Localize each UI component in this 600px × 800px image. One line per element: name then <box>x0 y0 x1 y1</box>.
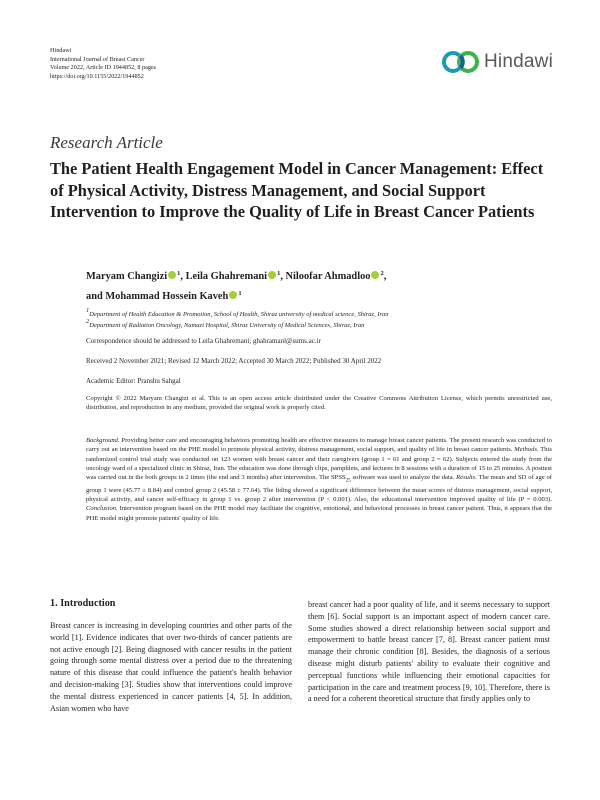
orcid-icon[interactable] <box>371 271 379 279</box>
intro-right-column: breast cancer had a poor quality of life, and it seems necessary to support them [6]. Social support is an important aspect of modern cancer care. Some studies showed a direct relationship between social support and empowerment to battle breast cancer [7, 8]. Breast cancer patient must manage their chronic condition [8]. Besides, the diagnosis of a serious disease might disturb patients' ability to evaluate their cognitive and perceptual functions while influencing their emotional capacities for participation in the care and treatment process [9, 10]. Therefore, there is a need for a coherent theoretical structure that firstly applies only to <box>308 600 550 704</box>
copyright-notice: Copyright © 2022 Maryam Changizi et al. This is an open access article distributed under the Creative Commons Attribution License, which permits unrestricted use, distribution, and reproduction in any medium, provided the original work is properly cited. <box>86 395 552 412</box>
affiliation-text: Department of Health Education & Promotion, School of Health, Shiraz university of medical science, Shiraz, Iran <box>89 311 389 318</box>
author-name[interactable]: and Mohammad Hossein Kaveh <box>86 291 229 302</box>
orcid-icon[interactable] <box>168 271 176 279</box>
author-name[interactable]: Maryam Changizi <box>86 271 168 282</box>
section-heading-introduction: 1. Introduction <box>50 598 116 609</box>
affiliation-text: Department of Radiation Oncology, Namazi Hospital, Shiraz University of Medical Sciences, Shiraz, Iran <box>89 322 365 329</box>
journal-name: International Journal of Breast Cancer <box>50 55 145 63</box>
hindawi-logo <box>440 48 555 76</box>
author-separator: , <box>180 271 186 282</box>
abstract-conclusion-label: Conclusion. <box>86 505 118 513</box>
affiliation-2 <box>86 317 556 331</box>
volume-info: Volume 2022, Article ID 1944852, 8 pages <box>50 64 157 72</box>
author-separator: , <box>383 271 387 282</box>
intro-left-column: Breast cancer is increasing in developing countries and other parts of the world [1]. Evidence indicates that over two-thirds of cancer patients are not active enough [2]. Being diagnosed with cancer results in the patient going through some mental distress over a period due to the threatening nature of this disease that could influence the patient's health behavior and decision-making [3]. Studies show that interventions could improve the mental distress experienced in cancer patients [4, 5]. In addition, Asian women who have <box>50 621 292 713</box>
author-affil-sup: 1 <box>177 270 181 277</box>
abstract <box>86 436 552 523</box>
correspondence: Correspondence should be addressed to Leila Ghahremani; ghahramanl@sums.ac.ir <box>86 337 321 345</box>
article-dates: Received 2 November 2021; Revised 12 March 2022; Accepted 30 March 2022; Published 30 April 2022 <box>86 357 382 365</box>
author-list <box>86 265 546 305</box>
author-name[interactable]: Leila Ghahremani <box>185 271 268 282</box>
abstract-methods-text-2: software was used to analyze the data. <box>350 474 457 482</box>
spss-version-sub: 25 <box>345 478 351 484</box>
abstract-background-label: Background. <box>86 437 120 444</box>
abstract-results-text: The mean and SD of age of group 1 were (45.77 ± 8.84) and control group 2 (45.58 ± 77.64). The fiding showed a significant difference between the mean scores of distress management, social support, physical activity, and cancer self-efficacy in group 1 vs. group 2 after intervention (P < 0.001). Also, the educational intervention improved quality of life (P = 0.003). <box>86 474 552 504</box>
abstract-methods-text: This randomized control trial study was conducted on 123 women with breast cancer and their caregivers (group 1 = 61 and group 2 = 62). Subjects entered the study from the oncology ward of a specialized clinic in Shiraz, Iran. The education was done through clips, pamphlets, and lectures in 8 sessions with a duration of 15 to 25 minutes. A posttest was carried out in the both groups in 2 times (the end and 3 months) after intervention. The SPSS <box>86 446 552 482</box>
affiliation-sup: 2 <box>86 318 90 325</box>
abstract-background-text: Providing better care and encouraging behaviors promoting health are effective measures to manage breast cancer patients. The present research was conducted to carry out an intervention based on the PHE model to promote physical activity, distress management, social support, and quality of life in breast cancer patients. <box>86 437 552 454</box>
author-separator: , <box>280 271 286 282</box>
affiliation-sup: 1 <box>86 307 90 314</box>
abstract-conclusion-text: Intervention program based on the PHE model may facilitate the cognitive, emotional, and behavioral processes in breast cancer patient. Thus, it appears that the PHE model might promote patients' quality of life. <box>86 505 552 522</box>
article-title: The Patient Health Engagement Model in Cancer Management: Effect of Physical Activity, Distress Management, and Social Support Intervention to Improve the Quality of Life in Breast Cancer Patients <box>50 159 544 221</box>
author-affil-sup: 1 <box>238 290 242 297</box>
abstract-results-label: Results. <box>456 474 477 482</box>
doi-link[interactable]: https://doi.org/10.1155/2022/1944852 <box>50 72 144 80</box>
hindawi-logo-icon <box>440 48 482 76</box>
author-affil-sup: 2 <box>380 270 384 277</box>
author-affil-sup: 1 <box>277 270 281 277</box>
orcid-icon[interactable] <box>229 291 237 299</box>
journal-masthead <box>50 47 156 81</box>
abstract-methods-label: Methods. <box>514 446 539 454</box>
publisher-name: Hindawi <box>50 47 72 54</box>
logo-wordmark: Hindawi <box>484 51 553 72</box>
academic-editor: Academic Editor: Pranshu Sahgal <box>86 377 181 385</box>
author-name[interactable]: Niloofar Ahmadloo <box>285 271 371 282</box>
orcid-icon[interactable] <box>268 271 276 279</box>
article-type: Research Article <box>50 133 163 152</box>
